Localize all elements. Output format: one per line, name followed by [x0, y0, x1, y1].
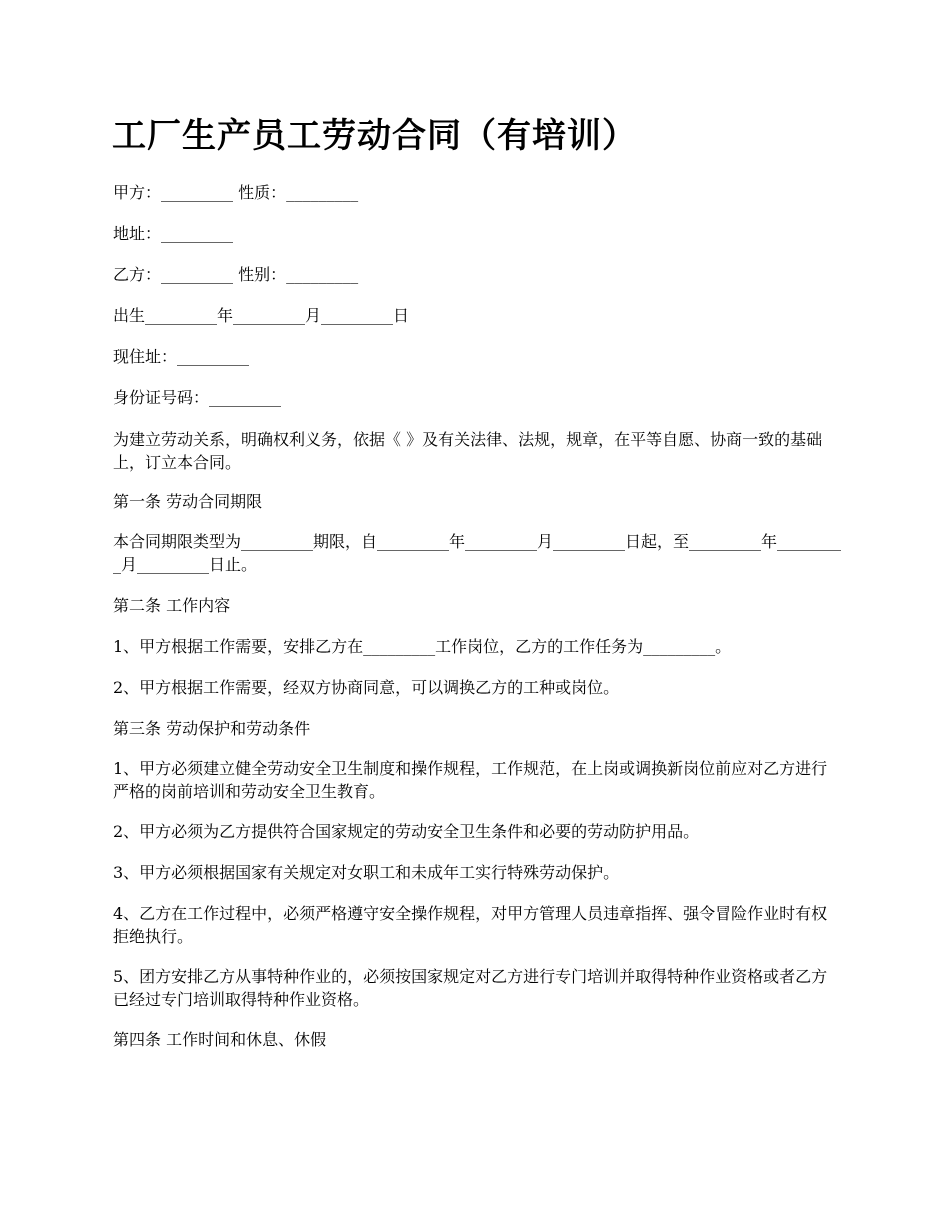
article-2-item-2: 2、甲方根据工作需要，经双方协商同意，可以调换乙方的工种或岗位。 — [113, 678, 620, 697]
article-3-item-1: 1、甲方必须建立健全劳动安全卫生制度和操作规程，工作规范，在上岗或调换新岗位前应对乙方进行严格的岗前培训和劳动安全卫生教育。 — [113, 759, 828, 801]
id-number-field: 身份证号码：_________ — [113, 388, 282, 407]
article-1-heading: 第一条 劳动合同期限 — [113, 492, 263, 511]
article-2-item-1: 1、甲方根据工作需要，安排乙方在_________工作岗位，乙方的工作任务为_________。 — [113, 637, 732, 656]
article-2-heading: 第二条 工作内容 — [113, 596, 231, 615]
article-3-item-5: 5、团方安排乙方从事特种作业的，必须按国家规定对乙方进行专门培训并取得特种作业资格或者乙方已经过专门培训取得特种作业资格。 — [113, 967, 828, 1009]
article-3-item-3: 3、甲方必须根据国家有关规定对女职工和未成年工实行特殊劳动保护。 — [113, 863, 620, 882]
party-b-field: 乙方：_________ 性别：_________ — [113, 265, 359, 284]
article-4-heading: 第四条 工作时间和休息、休假 — [113, 1030, 327, 1049]
address-field: 地址：_________ — [113, 224, 234, 243]
article-3-heading: 第三条 劳动保护和劳动条件 — [113, 719, 311, 738]
document-title: 工厂生产员工劳动合同（有培训） — [112, 116, 637, 156]
article-1-text: 本合同期限类型为_________期限，自_________年_________月_________日起，至_________年_________月_________日止。 — [113, 532, 842, 574]
party-a-field: 甲方：_________ 性质：_________ — [113, 183, 359, 202]
preamble-paragraph: 为建立劳动关系，明确权利义务，依据《 》及有关法律、法规，规章，在平等自愿、协商一致的基础上，订立本合同。 — [113, 430, 823, 472]
current-address-field: 现住址：_________ — [113, 347, 250, 366]
article-3-item-4: 4、乙方在工作过程中，必须严格遵守安全操作规程，对甲方管理人员违章指挥、强令冒险作业时有权拒绝执行。 — [113, 904, 828, 946]
birth-date-field: 出生_________年_________月_________日 — [113, 306, 410, 325]
article-3-item-2: 2、甲方必须为乙方提供符合国家规定的劳动安全卫生条件和必要的劳动防护用品。 — [113, 822, 700, 841]
